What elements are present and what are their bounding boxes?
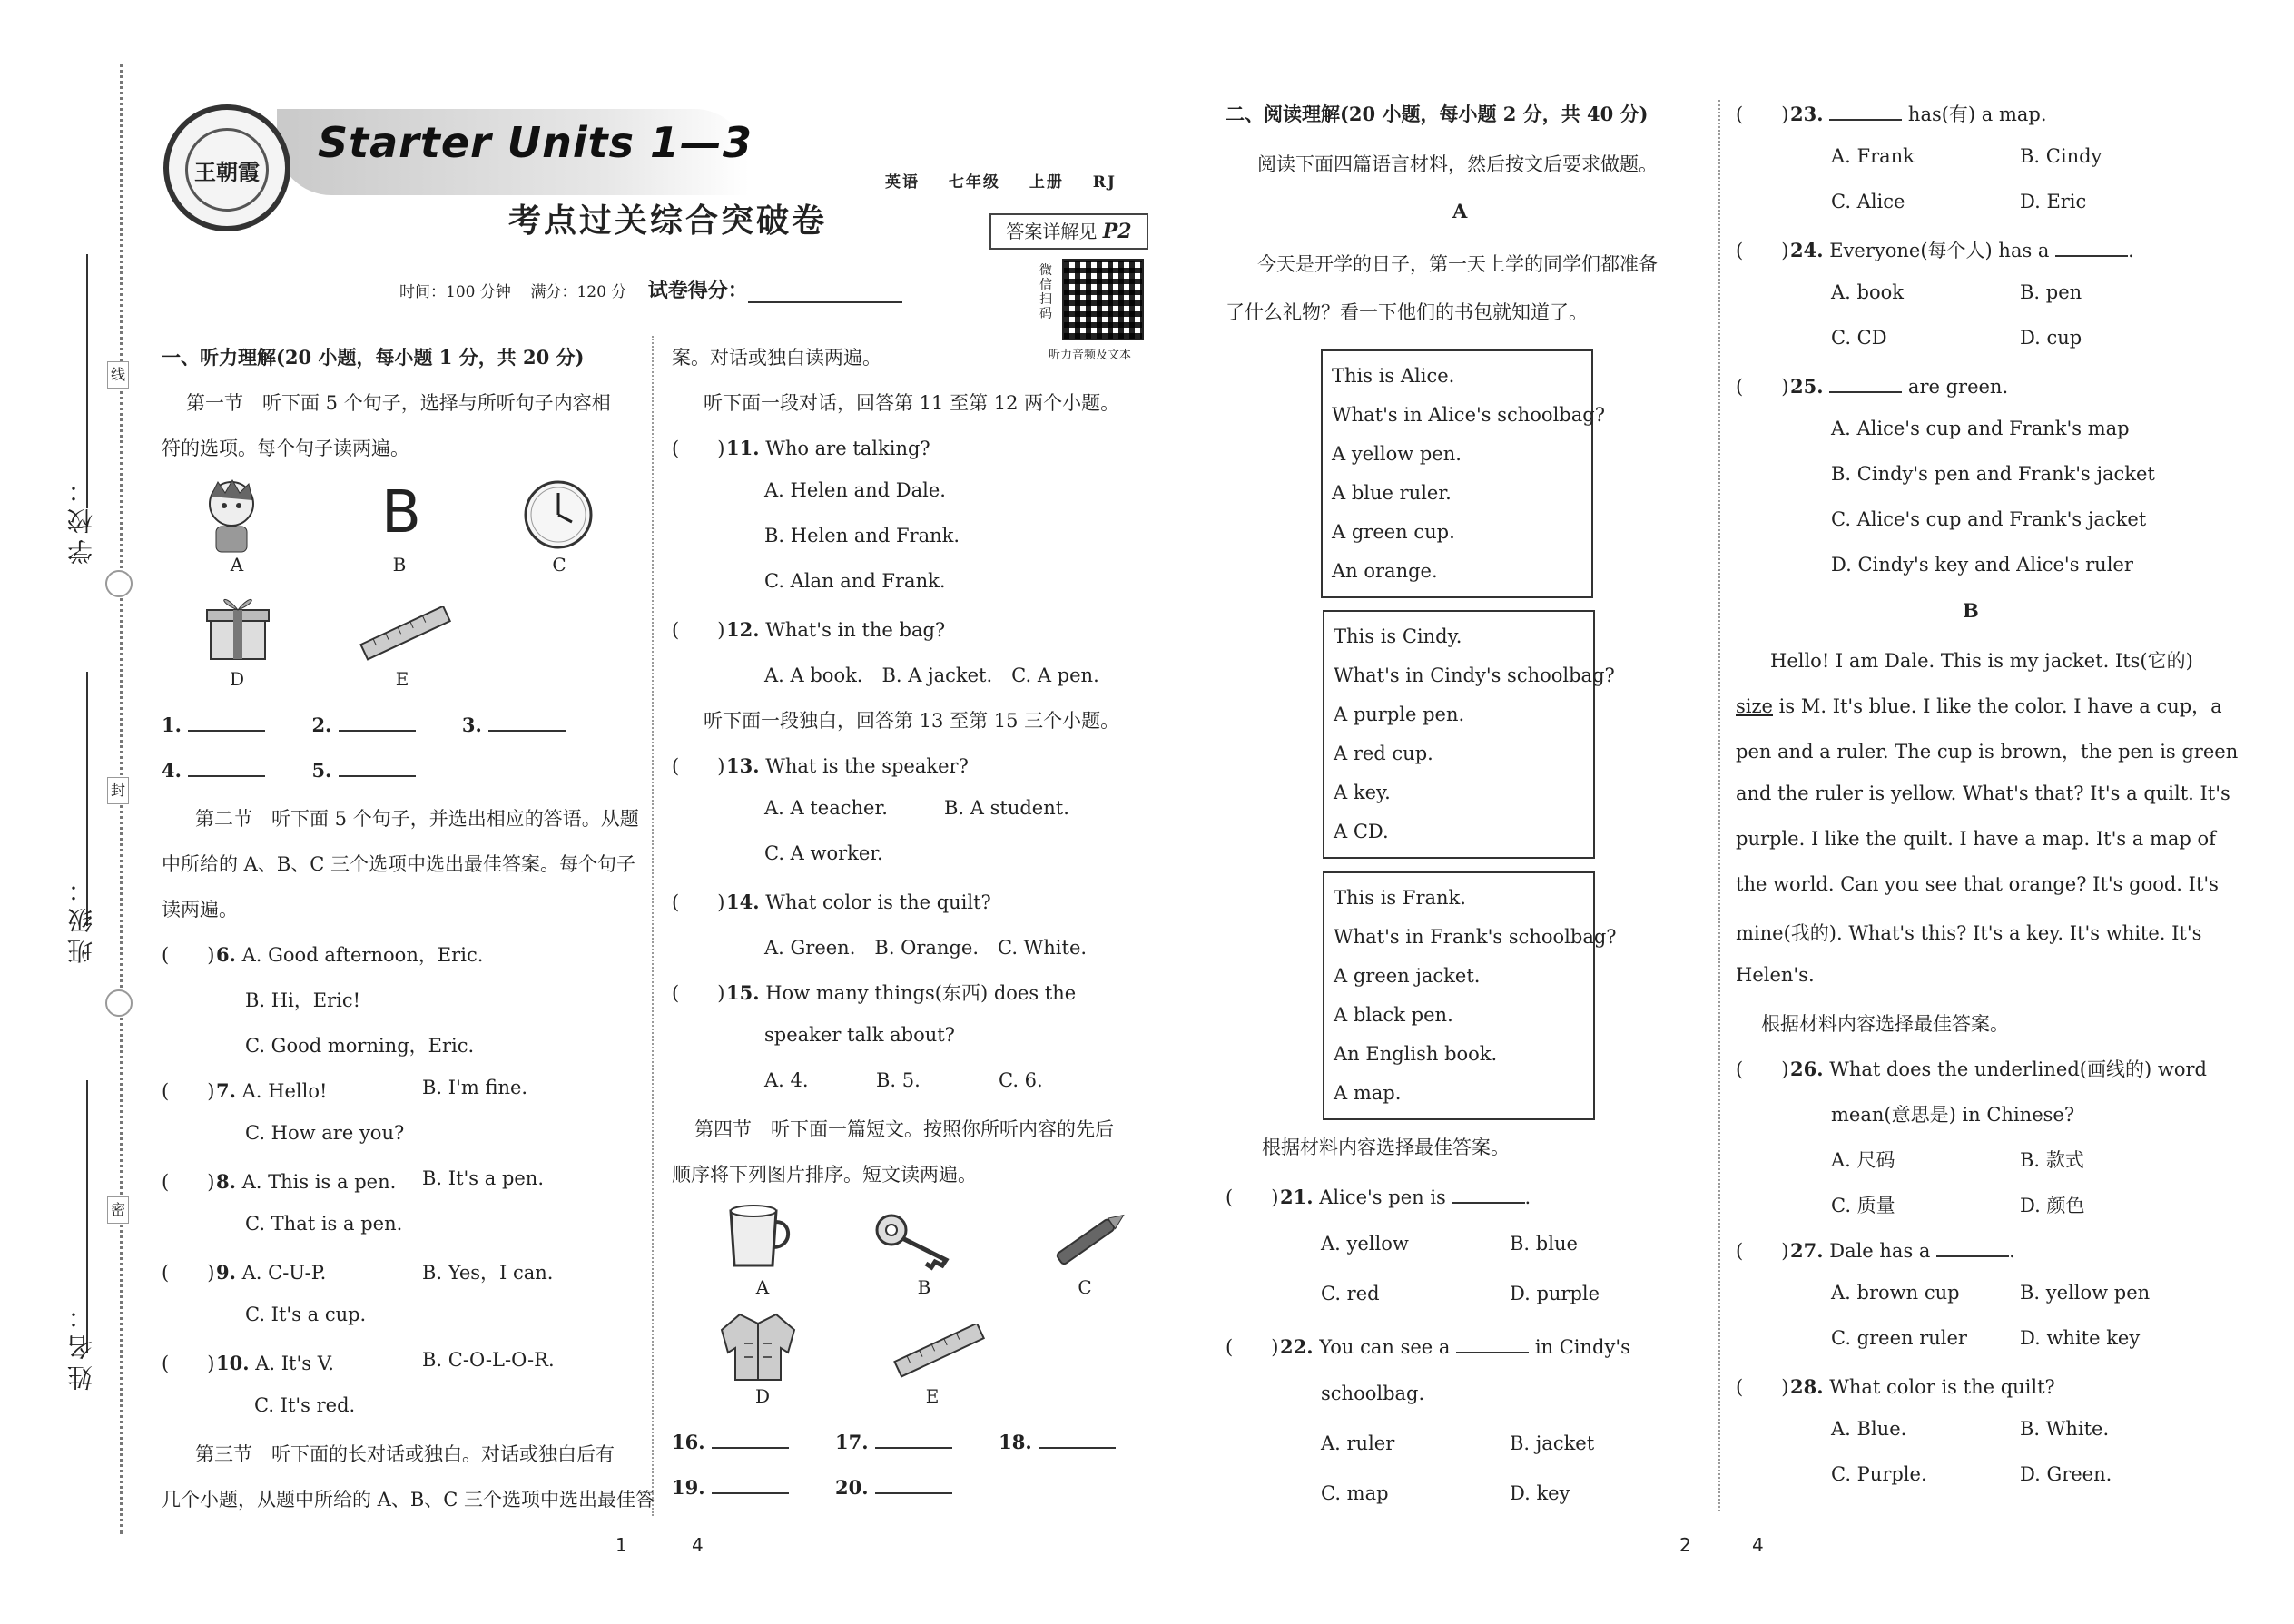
answer-ref-page: P2 [1102, 220, 1132, 243]
q21-option-c: C. red [1321, 1283, 1380, 1304]
question-27: ( )27. Dale has a . [1736, 1236, 2015, 1264]
q-text: Who are talking? [765, 438, 930, 459]
q24-option-a: A. book [1831, 281, 1904, 303]
pic-label-e: E [395, 668, 409, 690]
q11-option-b: B. Helen and Frank. [764, 525, 960, 546]
answer-blank[interactable] [1039, 1432, 1116, 1449]
box-line: A map. [1334, 1082, 1402, 1104]
question-25 [1736, 372, 2008, 399]
tag-edition: RJ [1092, 173, 1117, 192]
q-num: 14. [726, 891, 760, 913]
binding-mark-mi: 密 [107, 1196, 129, 1224]
clock-picture [522, 478, 595, 551]
q13-option-c: C. A worker. [764, 842, 883, 864]
question-12 [672, 615, 945, 643]
question-24: ( )24. Everyone(每个人) has a . [1736, 236, 2134, 263]
q8-option-c: C. That is a pen. [245, 1213, 403, 1235]
q24-option-d: D. cup [2020, 327, 2082, 349]
q23-option-d: D. Eric [2020, 191, 2087, 212]
passage-b-line: purple. I like the quilt. I have a map. It's a map of [1736, 828, 2216, 850]
q-num: 8. [216, 1170, 236, 1193]
q10-option-b: B. C-O-L-O-R. [422, 1349, 555, 1371]
fill-blank[interactable] [2055, 241, 2128, 257]
passage-a-instruction: 根据材料内容选择最佳答案。 [1262, 1137, 1510, 1158]
q-num: 12. [726, 618, 760, 641]
q-num: 28. [1790, 1375, 1824, 1398]
pic-label-b: B [392, 554, 407, 576]
fill-blank[interactable] [1456, 1337, 1529, 1353]
answer-blank[interactable] [712, 1478, 789, 1494]
q24-option-c: C. CD [1831, 327, 1887, 349]
answer-blank[interactable] [875, 1432, 952, 1449]
q-num: 10. [216, 1352, 250, 1374]
box-line: A black pen. [1334, 1004, 1453, 1026]
question-7 [162, 1077, 327, 1104]
answer-blank[interactable] [875, 1478, 952, 1494]
box-line: A green jacket. [1334, 965, 1481, 987]
q15-option-a: A. 4. [764, 1069, 809, 1091]
pic-label-a: A [755, 1276, 770, 1298]
q27-option-c: C. green ruler [1831, 1327, 1967, 1349]
box-line: What's in Frank's schoolbag? [1334, 926, 1617, 948]
time-limit: 时间：100 分钟 [399, 283, 511, 301]
fill-blank[interactable] [1936, 1241, 2009, 1257]
q22-text-cont: schoolbag. [1321, 1383, 1425, 1404]
q10-option-c: C. It's red. [254, 1394, 356, 1416]
passage-a-text: 今天是开学的日子，第一天上学的同学们都准备 [1257, 253, 1658, 275]
q-text: What does the underlined(画线的) word [1829, 1058, 2207, 1080]
answer-paren[interactable]: ( ) [1736, 376, 1789, 398]
box-line: A green cup. [1332, 521, 1455, 543]
box-line: This is Frank. [1334, 887, 1466, 909]
question-14 [672, 888, 991, 915]
q13-option-a: A. A teacher. [764, 797, 888, 819]
q25-option-d: D. Cindy's key and Alice's ruler [1831, 554, 2133, 576]
q11-option-c: C. Alan and Frank. [764, 570, 946, 592]
box-line: A yellow pen. [1332, 443, 1462, 465]
answer-blank[interactable] [488, 715, 566, 732]
part2-instruction: 第二节 听下面 5 个句子，并选出相应的答语。从题 [195, 808, 639, 830]
brand-logo [163, 104, 290, 231]
q-num: 23. [1790, 103, 1824, 125]
q-num: 6. [216, 943, 236, 966]
box-line: An English book. [1334, 1043, 1498, 1065]
qr-caption: 听力音频及文本 [1049, 349, 1132, 362]
ruler-picture [356, 606, 456, 661]
q-num: 7. [216, 1079, 236, 1102]
pen-picture [1044, 1207, 1135, 1271]
answer-num: 19. [672, 1476, 705, 1499]
passage-b-line: Hello! I am Dale. This is my jacket. Its(它的) [1770, 650, 2193, 672]
q-num: 24. [1790, 239, 1824, 261]
answer-blank[interactable] [339, 715, 416, 732]
q-text: are green. [1907, 376, 2009, 398]
pic-label-d: D [229, 668, 245, 690]
answer-paren[interactable]: ( ) [1736, 103, 1789, 125]
answer-num: 4. [162, 759, 182, 782]
passage-b-instruction: 根据材料内容选择最佳答案。 [1761, 1013, 2009, 1035]
answer-paren[interactable]: ( ) [162, 1262, 215, 1284]
answer-paren[interactable]: ( ) [1736, 1058, 1789, 1080]
qr-side-text: 微信扫码 [1039, 263, 1052, 321]
answer-row-3 [672, 1431, 1116, 1453]
answer-ref-prefix: 答案详解见 [1006, 221, 1098, 242]
reading-intro: 阅读下面四篇语言材料，然后按文后要求做题。 [1257, 153, 1658, 175]
q15-text-cont: speaker talk about? [764, 1024, 955, 1046]
answer-num: 5. [311, 759, 332, 782]
q28-option-c: C. Purple. [1831, 1463, 1927, 1485]
fill-blank[interactable] [1829, 377, 1902, 393]
q6-option-b: B. Hi，Eric! [245, 989, 361, 1011]
answer-row-2 [162, 759, 416, 782]
page-number: 1 [615, 1534, 627, 1556]
tag-subject: 英语 [885, 173, 920, 192]
q25-option-c: C. Alice's cup and Frank's jacket [1831, 508, 2147, 530]
q24-option-b: B. pen [2020, 281, 2082, 303]
q-num: 9. [216, 1261, 236, 1284]
column-divider [1718, 100, 1720, 1511]
q23-option-a: A. Frank [1831, 145, 1915, 167]
q7-option-c: C. How are you? [245, 1122, 405, 1144]
part3-instruction: 第三节 听下面的长对话或独白。对话或独白后有 [195, 1443, 615, 1465]
q-num: 21. [1280, 1186, 1314, 1208]
q15-option-c: C. 6. [999, 1069, 1043, 1091]
q-num: 13. [726, 754, 760, 777]
question-21: ( )21. Alice's pen is . [1226, 1183, 1531, 1210]
logo-text: 王朝霞 [185, 128, 269, 212]
box-line: A key. [1334, 782, 1391, 803]
pic-label-e: E [925, 1385, 940, 1407]
option-a: A. This is a pen. [241, 1171, 397, 1193]
binding-mark-xian: 线 [107, 361, 129, 389]
letter-b-picture: B [381, 479, 421, 546]
q-num: 27. [1790, 1239, 1824, 1262]
answer-blank[interactable] [712, 1432, 789, 1449]
answer-blank[interactable] [339, 761, 416, 777]
page-number: 4 [692, 1534, 704, 1556]
q22-option-c: C. map [1321, 1482, 1389, 1504]
q26-option-d: D. 颜色 [2020, 1195, 2085, 1216]
answer-paren[interactable]: ( ) [1226, 1186, 1279, 1208]
q26-option-a: A. 尺码 [1831, 1149, 1895, 1171]
option-a: A. Hello! [241, 1080, 328, 1102]
answer-reference [989, 213, 1148, 250]
option-a: A. It's V. [255, 1353, 334, 1374]
part1-instruction-cont: 符的选项。每个句子读两遍。 [162, 438, 409, 459]
passage-b-line: Helen's. [1736, 964, 1815, 986]
score-label: 试卷得分： [647, 279, 748, 302]
q26-option-b: B. 款式 [2020, 1149, 2084, 1171]
q-num: 26. [1790, 1058, 1824, 1080]
q-text: You can see a [1319, 1336, 1451, 1358]
answer-row-4 [672, 1476, 952, 1499]
q-num: 15. [726, 981, 760, 1004]
answer-paren[interactable]: ( ) [672, 755, 725, 777]
boy-picture [200, 477, 263, 554]
tag-grade: 七年级 [948, 173, 1000, 192]
intro-11-12: 听下面一段对话，回答第 11 至第 12 两个小题。 [704, 392, 1120, 414]
key-picture [871, 1207, 962, 1271]
q28-option-d: D. Green. [2020, 1463, 2112, 1485]
binding-hole [105, 989, 133, 1017]
passage-b-line [1736, 692, 2222, 719]
box-line: This is Alice. [1332, 365, 1455, 387]
question-22 [1226, 1333, 1630, 1360]
q22-option-d: D. key [1510, 1482, 1570, 1504]
question-28 [1736, 1373, 2055, 1400]
section2-title: 二、阅读理解(20 小题，每小题 2 分，共 40 分) [1226, 103, 1649, 125]
box-line: This is Cindy. [1334, 625, 1462, 647]
part4-instruction-cont: 顺序将下列图片排序。短文读两遍。 [672, 1164, 977, 1186]
qr-code-icon[interactable] [1062, 259, 1144, 340]
part2-instruction-cont: 中所给的 A、B、C 三个选项中选出最佳答案。每个句子 [162, 853, 636, 875]
frank-schoolbag-box [1323, 871, 1617, 1120]
q14-options: A. Green. B. Orange. C. White. [764, 937, 1088, 959]
question-26 [1736, 1055, 2207, 1082]
passage-b-line: the world. Can you see that orange? It's good. It's [1736, 873, 2219, 895]
score-blank[interactable] [748, 285, 902, 303]
q-text: Dale has a [1829, 1240, 1931, 1262]
answer-paren[interactable]: ( ) [162, 1080, 215, 1102]
q21-option-d: D. purple [1510, 1283, 1600, 1304]
section1-title: 一、听力理解(20 小题，每小题 1 分，共 20 分) [162, 346, 585, 369]
q-text-b: in Cindy's [1534, 1336, 1630, 1358]
answer-num: 16. [672, 1431, 705, 1453]
pic-label-d: D [754, 1385, 771, 1407]
answer-paren[interactable]: ( ) [672, 982, 725, 1004]
title-english: Starter Units 1—3 [318, 118, 753, 167]
q-num: 11. [726, 437, 760, 459]
fill-blank[interactable] [1452, 1187, 1525, 1204]
question-15 [672, 979, 1076, 1006]
q22-option-a: A. ruler [1321, 1432, 1395, 1454]
question-6 [162, 940, 483, 968]
q-text: What color is the quilt? [765, 891, 991, 913]
answer-paren[interactable]: ( ) [1736, 1376, 1789, 1398]
q27-option-d: D. white key [2020, 1327, 2141, 1349]
question-11 [672, 434, 930, 461]
answer-row-1 [162, 714, 566, 736]
passage-b-text: is M. It's blue. I like the color. I have a cup，a [1773, 695, 2222, 717]
gift-picture [202, 592, 274, 664]
answer-num: 20. [835, 1476, 869, 1499]
part3-instruction-end: 案。对话或独白读两遍。 [672, 347, 881, 369]
fill-blank[interactable] [1829, 104, 1902, 121]
full-score: 满分：120 分 [530, 283, 627, 301]
q21-option-a: A. yellow [1321, 1233, 1409, 1255]
q9-option-b: B. Yes，I can. [422, 1262, 554, 1284]
q11-option-a: A. Helen and Dale. [764, 479, 946, 501]
q27-option-a: A. brown cup [1831, 1282, 1960, 1304]
underlined-word: size [1736, 695, 1773, 717]
pic-label-c: C [1078, 1276, 1092, 1298]
q-num: 22. [1280, 1335, 1314, 1358]
answer-num: 18. [999, 1431, 1032, 1453]
page-number: 4 [1752, 1534, 1764, 1556]
option-a: A. Good afternoon，Eric. [241, 944, 484, 966]
q28-option-a: A. Blue. [1831, 1418, 1907, 1440]
q23-option-b: B. Cindy [2020, 145, 2102, 167]
box-line: A blue ruler. [1332, 482, 1452, 504]
q23-option-c: C. Alice [1831, 191, 1905, 212]
answer-paren[interactable]: ( ) [672, 619, 725, 641]
q15-option-b: B. 5. [876, 1069, 921, 1091]
q-text: has(有) a map. [1907, 103, 2047, 125]
q28-option-b: B. White. [2020, 1418, 2110, 1440]
question-8 [162, 1167, 396, 1195]
answer-paren[interactable]: ( ) [162, 1353, 215, 1374]
answer-num: 17. [835, 1431, 869, 1453]
pic-label-a: A [230, 554, 244, 576]
box-line: A CD. [1334, 821, 1389, 842]
q25-option-a: A. Alice's cup and Frank's map [1831, 418, 2130, 439]
passage-a-heading: A [1452, 200, 1468, 222]
q7-option-b: B. I'm fine. [422, 1077, 528, 1098]
q13-option-b: B. A student. [944, 797, 1069, 819]
q-text: What color is the quilt? [1829, 1376, 2055, 1398]
q-text: What is the speaker? [765, 755, 969, 777]
question-23 [1736, 100, 2047, 127]
box-line: A red cup. [1334, 743, 1433, 764]
tag-term: 上册 [1029, 173, 1064, 192]
school-label: 学校： [66, 472, 96, 565]
answer-paren[interactable]: ( ) [1226, 1336, 1279, 1358]
passage-a-text-cont: 了什么礼物？看一下他们的书包就知道了。 [1226, 301, 1588, 323]
box-line: A purple pen. [1334, 704, 1465, 725]
binding-hole [105, 570, 133, 597]
intro-13-15: 听下面一段独白，回答第 13 至第 15 三个小题。 [704, 710, 1120, 732]
passage-b-heading: B [1963, 599, 1979, 622]
answer-paren[interactable]: ( ) [1736, 240, 1789, 261]
q27-option-b: B. yellow pen [2020, 1282, 2151, 1304]
question-10 [162, 1349, 334, 1376]
page-number: 2 [1679, 1534, 1691, 1556]
school-blank[interactable] [86, 254, 88, 508]
name-label: 姓名： [66, 1298, 96, 1391]
q21-option-b: B. blue [1510, 1233, 1578, 1255]
q22-option-b: B. jacket [1510, 1432, 1595, 1454]
q-text: What's in the bag? [765, 619, 946, 641]
answer-num: 3. [461, 714, 482, 736]
answer-blank[interactable] [188, 761, 265, 777]
jacket-picture [717, 1307, 799, 1384]
cindy-schoolbag-box [1323, 610, 1615, 859]
answer-paren[interactable]: ( ) [162, 944, 215, 966]
subject-tags [885, 169, 1138, 192]
part4-instruction: 第四节 听下面一篇短文。按照你所听内容的先后 [694, 1118, 1114, 1140]
answer-paren[interactable]: ( ) [672, 891, 725, 913]
answer-num: 1. [162, 714, 182, 736]
part2-instruction-cont: 读两遍。 [162, 899, 238, 920]
answer-paren[interactable]: ( ) [162, 1171, 215, 1193]
column-divider [652, 336, 654, 1516]
q12-options: A. A book. B. A jacket. C. A pen. [764, 664, 1099, 686]
class-label: 班级： [66, 871, 96, 964]
q26-option-c: C. 质量 [1831, 1195, 1895, 1216]
q26-text-cont: mean(意思是) in Chinese? [1831, 1104, 2075, 1126]
box-line: What's in Alice's schoolbag? [1332, 404, 1605, 426]
alice-schoolbag-box [1321, 349, 1605, 598]
q-text: Everyone(每个人) has a [1829, 240, 2050, 261]
box-line: What's in Cindy's schoolbag? [1334, 664, 1615, 686]
part3-instruction-cont: 几个小题，从题中所给的 A、B、C 三个选项中选出最佳答 [162, 1489, 655, 1511]
answer-num: 2. [311, 714, 332, 736]
pic-label-b: B [917, 1276, 931, 1298]
question-13 [672, 752, 969, 779]
binding-mark-feng: 封 [107, 777, 129, 804]
answer-paren[interactable]: ( ) [1736, 1240, 1789, 1262]
q9-option-c: C. It's a cup. [245, 1304, 367, 1325]
q25-option-b: B. Cindy's pen and Frank's jacket [1831, 463, 2155, 485]
q-text: How many things(东西) does the [765, 982, 1077, 1004]
q-num: 25. [1790, 375, 1824, 398]
q8-option-b: B. It's a pen. [422, 1167, 545, 1189]
part1-instruction: 第一节 听下面 5 个句子，选择与所听句子内容相 [186, 392, 611, 414]
answer-blank[interactable] [188, 715, 265, 732]
option-a: A. C-U-P. [241, 1262, 327, 1284]
passage-b-line: mine(我的). What's this? It's a key. It's white. It's [1736, 922, 2202, 944]
q6-option-c: C. Good morning，Eric. [245, 1035, 475, 1057]
question-9 [162, 1258, 326, 1285]
exam-meta [399, 275, 902, 303]
q-text: Alice's pen is [1319, 1186, 1446, 1208]
cup-picture [722, 1200, 794, 1273]
passage-b-line: pen and a ruler. The cup is brown，the pen is green [1736, 741, 2239, 763]
answer-paren[interactable]: ( ) [672, 438, 725, 459]
title-chinese: 考点过关综合突破卷 [508, 202, 828, 240]
ruler-picture [890, 1324, 989, 1378]
pic-label-c: C [552, 554, 566, 576]
box-line: An orange. [1332, 560, 1438, 582]
passage-b-line: and the ruler is yellow. What's that? It's a quilt. It's [1736, 782, 2230, 804]
